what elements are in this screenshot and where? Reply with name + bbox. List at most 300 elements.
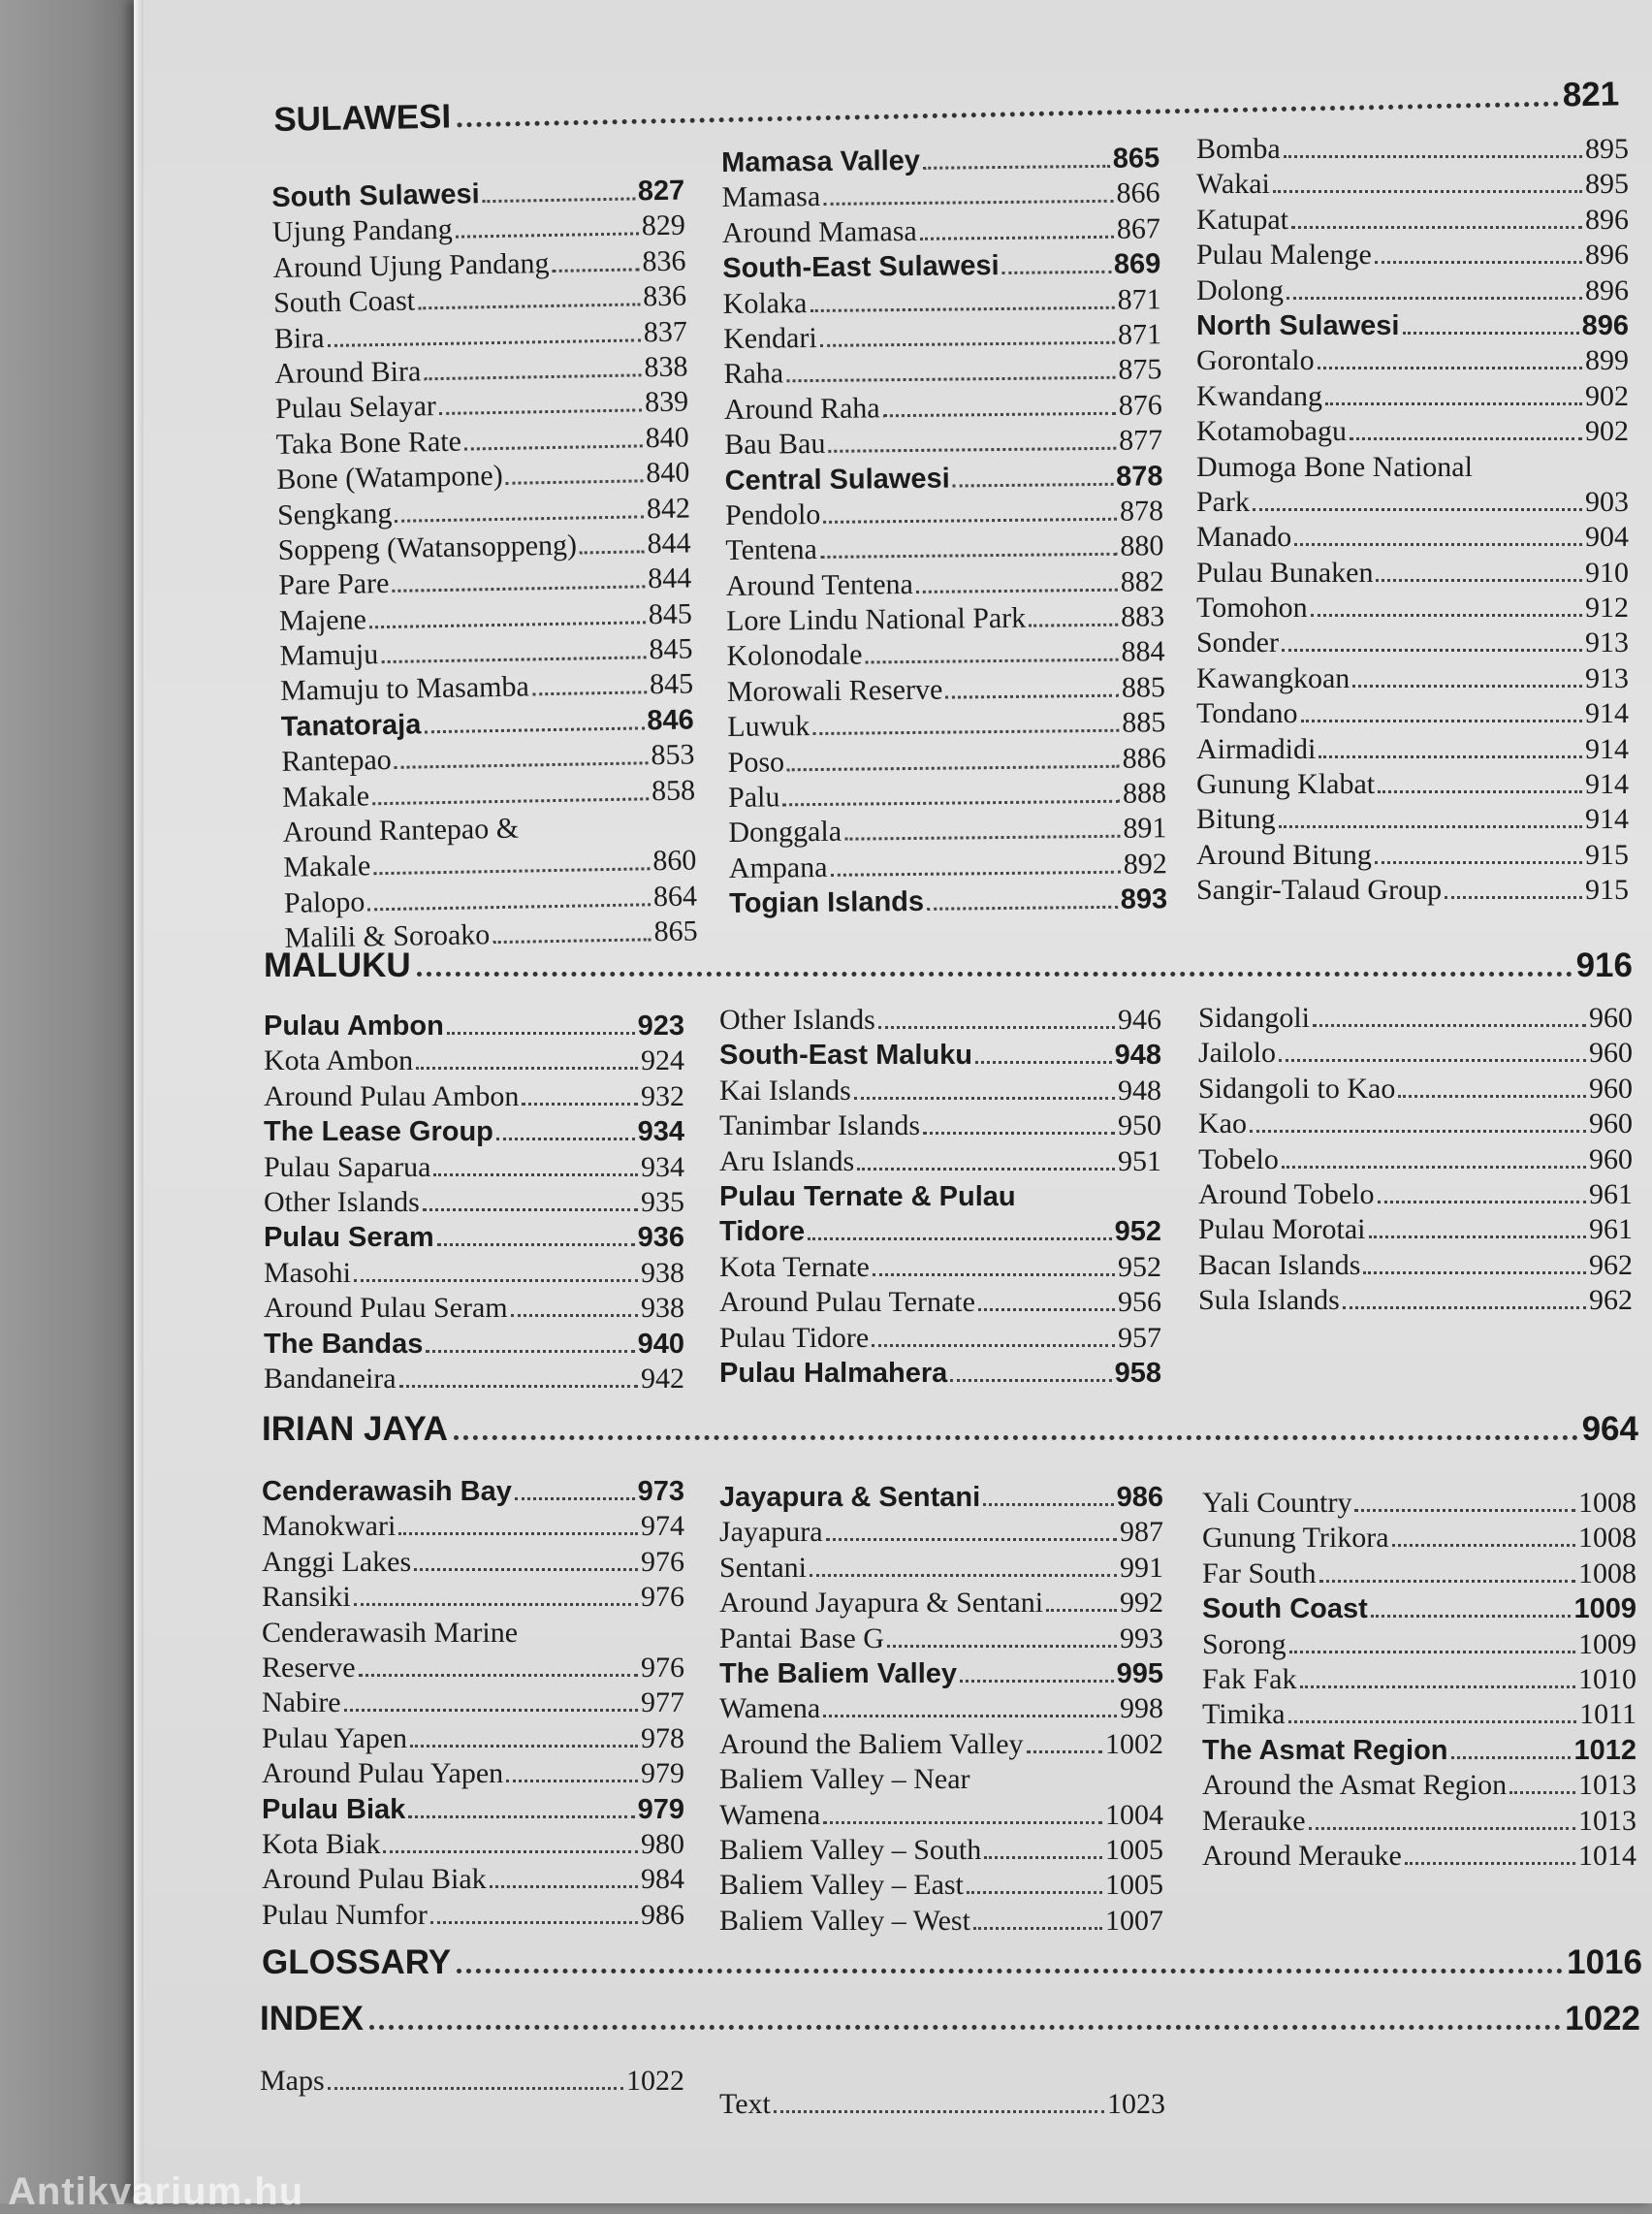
leader-dots [383,1850,638,1853]
toc-entry [1196,873,1629,908]
leader-dots [1282,649,1582,652]
toc-entry-label: Majene [278,603,367,637]
leader-dots [511,1314,638,1317]
toc-entry-label: Cenderawasih Bay [262,1476,512,1507]
toc-entry-page: 1009 [1578,1627,1636,1660]
toc-entry-label: Pare Pare [278,567,390,602]
leader-dots [920,236,1114,241]
toc-entry-label: Gunung Trikora [1202,1522,1389,1555]
section-title: IRIAN JAYA [262,1410,448,1448]
toc-entry-label: Central Sulawesi [724,463,950,497]
toc-entry-label: Mamasa Valley [721,144,921,178]
leader-dots [1363,1271,1586,1274]
toc-entry-page: 895 [1585,168,1629,201]
toc-entry-label: Makale [283,850,371,884]
toc-entry [728,812,1166,851]
toc-entry-page: 961 [1589,1177,1633,1210]
toc-entry-label: Pulau Bunaken [1196,556,1374,589]
leader-dots [810,1574,1117,1577]
leader-dots [810,305,1114,311]
toc-entry [729,882,1167,921]
toc-entry-page: 888 [1122,777,1167,810]
toc-entry-page: 986 [641,1898,684,1931]
toc-entry-label: Makale [281,779,370,814]
toc-entry [1202,1733,1636,1768]
toc-entry-page: 960 [1589,1037,1633,1070]
toc-entry [1198,1036,1633,1071]
toc-entry-label: Around Mamasa [721,214,917,249]
leader-dots [1375,861,1582,864]
leader-dots [367,903,651,911]
toc-entry-label: Wamena [719,1692,821,1725]
toc-entry-label: Other Islands [719,1004,875,1036]
leader-dots [1319,1580,1575,1583]
toc-entry-page: 1010 [1578,1662,1636,1695]
section-header-irian-jaya [262,1410,1638,1449]
leader-dots [393,586,646,594]
toc-entry [264,1009,684,1043]
toc-entry [719,1144,1161,1179]
toc-entry-page: 914 [1585,768,1629,801]
toc-entry [264,1220,684,1255]
toc-entry-page: 946 [1118,1004,1161,1036]
toc-entry [264,1150,684,1185]
toc-entry [719,1003,1161,1038]
toc-entry-page: 956 [1118,1286,1161,1319]
maluku-column-2 [719,1003,1161,1391]
toc-entry-label: Sengkang [276,497,393,531]
toc-entry-label: Dumoga Bone National [1196,450,1473,483]
toc-entry-label: Yali Country [1202,1487,1352,1519]
toc-entry-page: 936 [637,1222,684,1254]
toc-entry [719,1074,1161,1108]
toc-entry-page: 960 [1589,1002,1633,1034]
toc-entry [719,1621,1163,1656]
toc-entry-label: Ransiki [262,1581,351,1614]
toc-entry-label: Pulau Yapen [262,1721,408,1754]
toc-entry-page: 979 [641,1757,684,1790]
toc-entry [264,1114,684,1149]
leader-dots [1398,1095,1586,1098]
toc-entry [725,494,1163,533]
toc-entry-label: Around Raha [723,392,880,426]
toc-entry-label: Bone (Watampone) [276,460,503,497]
leader-dots [1445,896,1582,899]
toc-entry [1196,838,1629,873]
leader-dots [1288,1720,1577,1723]
toc-entry-page: 960 [1589,1142,1633,1175]
toc-entry-page: 1008 [1578,1487,1636,1519]
toc-entry-label: Sidangoli [1198,1002,1311,1034]
toc-entry [719,1691,1163,1726]
toc-entry-label: Mamuju to Masamba [279,670,530,708]
toc-entry-label: Tidore [719,1216,806,1248]
toc-entry-page: 853 [651,738,695,772]
toc-entry [719,2087,1165,2122]
leader-dots [1378,1201,1587,1203]
leader-dots [408,1815,634,1818]
toc-entry [264,1256,684,1291]
toc-entry [1196,520,1629,555]
leader-dots [1284,155,1582,158]
toc-entry [264,1079,684,1114]
toc-entry [1202,1839,1636,1874]
toc-entry-label: Luwuk [727,710,810,744]
toc-entry-page: 1023 [1107,2088,1165,2120]
irian-column-2 [719,1480,1163,1939]
toc-entry-page: 896 [1585,239,1629,272]
leader-dots [866,658,1119,664]
toc-entry [1198,1177,1633,1212]
leader-dots [774,2110,1104,2113]
leader-dots [1273,190,1582,193]
toc-entry-label: Timika [1202,1698,1286,1731]
toc-entry-page: 902 [1585,415,1629,448]
toc-entry-page: 845 [649,667,694,701]
leader-dots [1250,1130,1586,1133]
toc-entry-page: 840 [645,421,689,455]
toc-entry [719,1727,1163,1762]
toc-entry [1196,132,1629,167]
leader-dots [1405,1862,1575,1865]
leader-dots [978,1308,1115,1311]
index-column-2 [719,2087,1165,2122]
toc-entry [262,1756,684,1791]
toc-entry-label: Ujung Pandang [271,213,454,249]
leader-dots [1029,624,1118,627]
toc-entry-label: Pulau Biak [262,1793,406,1825]
toc-entry [1196,273,1629,308]
toc-entry-page: 923 [637,1011,684,1042]
leader-dots [447,1032,635,1035]
toc-entry-label: Masohi [264,1256,351,1289]
leader-dots [953,482,1114,487]
leader-dots [983,1503,1113,1506]
toc-entry-page: 1014 [1578,1839,1636,1872]
leader-dots [916,588,1118,593]
toc-entry-label: Around Rantepao & [282,812,520,849]
toc-entry [719,1798,1163,1833]
leader-dots [1279,825,1582,828]
toc-entry [1202,1591,1636,1626]
toc-entry-label: Baliem Valley – East [719,1869,964,1902]
toc-entry-label: Taka Bone Rate [275,425,462,461]
toc-entry-label: Around Merauke [1202,1839,1402,1872]
toc-entry-label: Ampana [728,850,828,884]
toc-entry-page: 1012 [1573,1734,1636,1766]
leader-dots [437,1243,635,1246]
toc-entry-page: 885 [1122,706,1166,739]
toc-entry-page: 878 [1116,460,1163,493]
toc-entry-label: Airmadidi [1196,732,1317,765]
leader-dots [395,762,649,770]
toc-entry-page: 858 [651,774,696,807]
leader-dots [1311,614,1582,617]
toc-entry-page: 912 [1585,592,1629,625]
toc-entry-label: Text [719,2088,771,2120]
toc-entry-label: Togian Islands [729,886,925,920]
toc-entry [262,1474,684,1509]
toc-entry-page: 958 [1114,1357,1161,1389]
toc-entry-label: Kwandang [1196,379,1322,412]
toc-entry-label: Jayapura & Sentani [719,1482,981,1513]
toc-entry-label: South-East Maluku [719,1040,973,1072]
toc-entry [722,246,1160,286]
toc-entry-page: 951 [1118,1144,1161,1177]
toc-entry-label: The Lease Group [264,1116,493,1148]
toc-entry-label: Around Jayapura & Sentani [719,1587,1044,1620]
toc-entry-label: Tobelo [1198,1142,1279,1175]
leader-dots [887,1645,1117,1648]
toc-entry-page: 891 [1123,812,1167,846]
toc-entry-page: 837 [643,315,688,348]
leader-dots [483,197,635,203]
toc-entry-page: 977 [641,1686,684,1719]
toc-entry-page: 952 [1118,1250,1161,1283]
toc-entry-label: Sidangoli to Kao [1198,1072,1396,1105]
toc-entry [719,1356,1161,1391]
leader-dots [328,338,641,347]
leader-dots [417,972,1573,977]
leader-dots [522,1103,638,1106]
toc-entry-label: Bira [273,321,325,355]
toc-entry-page: 871 [1117,282,1161,316]
toc-entry-page: 1009 [1573,1593,1636,1625]
toc-entry [262,1685,684,1720]
leader-dots [553,268,640,273]
toc-entry-label: Sangir-Talaud Group [1196,874,1443,907]
toc-entry [726,564,1164,604]
toc-entry-page: 950 [1118,1109,1161,1142]
toc-entry-label: Katupat [1196,203,1288,236]
leader-dots [398,1532,638,1535]
toc-entry [1198,1212,1633,1247]
toc-entry-label: Donggala [728,816,842,850]
section-header-glossary [262,1943,1642,1982]
toc-entry [724,423,1162,463]
toc-entry-label: South Coast [272,284,416,320]
leader-dots [823,1821,1102,1824]
toc-entry-label: Tanimbar Islands [719,1109,921,1142]
irian-column-3 [1202,1486,1636,1874]
toc-entry-label: Sentani [719,1551,807,1584]
leader-dots [1352,685,1582,688]
toc-entry-label: The Bandas [264,1328,424,1360]
leader-dots [439,409,642,416]
leader-dots [381,656,646,663]
leader-dots [826,1538,1117,1541]
toc-entry-page: 942 [641,1362,684,1395]
toc-entry-page: 998 [1120,1692,1163,1725]
leader-dots [945,694,1119,699]
toc-entry-label: Tondano [1196,697,1298,730]
toc-entry-label: South-East Sulawesi [722,250,1000,285]
toc-entry-label: South Sulawesi [271,178,480,213]
toc-entry-label: Palopo [283,885,365,919]
toc-entry [721,141,1160,180]
leader-dots [878,1026,1115,1029]
toc-entry [264,1362,684,1396]
toc-entry-label: Poso [727,745,785,779]
toc-entry-page: 882 [1120,564,1164,598]
toc-entry-label: The Asmat Region [1202,1734,1448,1766]
toc-entry [1202,1521,1636,1556]
toc-entry [719,1833,1163,1868]
toc-entry [727,741,1165,781]
toc-entry-label: Around Tentena [725,567,914,602]
toc-entry-page: 893 [1120,883,1168,915]
toc-entry-page: 938 [641,1256,684,1289]
leader-dots [927,906,1118,911]
toc-entry-label: Wakai [1196,168,1270,201]
toc-entry-page: 902 [1585,379,1629,412]
maluku-column-3 [1198,1001,1633,1319]
toc-entry-page: 903 [1585,485,1629,518]
toc-entry-page: 976 [641,1651,684,1684]
toc-entry-page: 883 [1120,600,1165,633]
leader-dots [1294,543,1582,546]
leader-dots [515,1497,635,1500]
leader-dots [1301,720,1582,722]
toc-entry-page: 995 [1116,1657,1163,1689]
leader-dots [1318,367,1582,369]
toc-entry [1196,802,1629,837]
toc-entry-label: Reserve [262,1651,356,1684]
toc-entry-label: Pendolo [724,497,821,531]
toc-entry [1196,414,1629,449]
toc-entry [1196,203,1629,238]
toc-entry-page: 845 [649,632,693,666]
section-page: 1016 [1567,1943,1642,1981]
leader-dots [456,233,639,239]
toc-entry-label: Jailolo [1198,1037,1276,1070]
toc-entry [264,1185,684,1220]
leader-dots [812,729,1119,735]
toc-entry [1202,1556,1636,1591]
leader-dots [1451,1756,1572,1759]
toc-entry-page: 978 [641,1721,684,1754]
toc-entry [719,1762,1163,1797]
toc-entry-page: 1004 [1105,1798,1163,1831]
toc-entry-page: 865 [653,914,698,948]
leader-dots [414,1568,638,1571]
toc-entry [727,705,1165,745]
leader-dots [1253,508,1582,511]
leader-dots [984,1856,1102,1859]
toc-entry-label: Nabire [262,1686,341,1719]
toc-entry [1198,1107,1633,1141]
toc-entry-page: 991 [1120,1551,1163,1584]
toc-entry [1196,696,1629,731]
leader-dots [430,1921,638,1924]
toc-entry-page: 932 [641,1079,684,1112]
toc-entry-label: Dolong [1196,273,1284,306]
leader-dots [1392,1544,1575,1547]
toc-entry-label: Bacan Islands [1198,1248,1361,1281]
toc-entry [723,282,1161,322]
leader-dots [424,373,641,380]
toc-entry-page: 1013 [1578,1804,1636,1837]
toc-entry-label: Maps [260,2065,325,2097]
section-page: 821 [1562,75,1620,114]
toc-entry [1198,1248,1633,1283]
leader-dots [369,2025,1561,2030]
toc-entry-page: 934 [637,1116,684,1148]
toc-entry-label: Aru Islands [719,1144,855,1177]
leader-dots [975,1061,1112,1064]
toc-entry [719,1480,1163,1515]
toc-entry [719,1321,1161,1356]
section-page: 916 [1575,947,1633,984]
section-title: INDEX [260,2000,364,2038]
toc-entry-label: Kota Ternate [719,1250,870,1283]
toc-entry [1196,626,1629,660]
toc-entry-page: 1011 [1579,1698,1636,1731]
toc-entry-page: 915 [1585,874,1629,907]
toc-entry [719,1214,1161,1249]
toc-entry-label: Bitung [1196,803,1276,836]
leader-dots [359,1674,638,1677]
leader-dots [454,1435,1578,1440]
toc-entry [724,388,1162,428]
toc-entry-label: Kota Ambon [264,1044,414,1077]
leader-dots [1403,332,1579,335]
toc-entry-page: 980 [641,1827,684,1860]
toc-entry-label: South Coast [1202,1593,1368,1625]
toc-entry-label: The Baliem Valley [719,1657,958,1689]
section-title: GLOSSARY [262,1943,452,1981]
toc-entry-label: Anggi Lakes [262,1545,412,1578]
toc-entry-label: Bandaneira [264,1362,397,1395]
toc-entry [260,2064,684,2099]
toc-entry-label: Kawangkoan [1196,661,1350,694]
toc-entry [728,776,1166,816]
section-header-index [260,2000,1640,2038]
toc-entry-page: 976 [641,1545,684,1578]
leader-dots [1350,437,1582,440]
toc-entry-label: Pulau Numfor [262,1898,428,1931]
toc-entry-page: 836 [642,244,686,278]
toc-entry-page: 864 [652,880,698,914]
toc-entry-page: 875 [1118,353,1162,387]
toc-entry-page: 948 [1118,1074,1161,1107]
leader-dots [490,1885,638,1888]
leader-dots [1289,1651,1575,1653]
toc-entry-page: 1008 [1578,1522,1636,1555]
toc-entry [1196,485,1629,520]
background-surface [0,0,145,2203]
toc-entry-page: 914 [1585,803,1629,836]
toc-entry [727,670,1165,710]
toc-entry-page: 829 [641,209,686,242]
leader-dots [820,341,1115,347]
toc-entry-label: Manokwari [262,1510,397,1543]
leader-dots [1376,579,1582,582]
toc-entry [1196,308,1629,343]
leader-dots [1343,1306,1586,1309]
toc-entry-page: 878 [1119,495,1164,528]
leader-dots [786,376,1115,383]
toc-entry-label: Pulau Malenge [1196,239,1372,272]
leader-dots [1282,1166,1586,1169]
toc-entry-label: Pulau Ambon [264,1011,444,1042]
leader-dots [1313,1024,1586,1027]
leader-dots [354,1603,638,1606]
index-column-1 [260,2064,684,2099]
toc-entry-page: 987 [1120,1516,1163,1549]
leader-dots [372,797,649,805]
toc-entry [726,599,1164,639]
